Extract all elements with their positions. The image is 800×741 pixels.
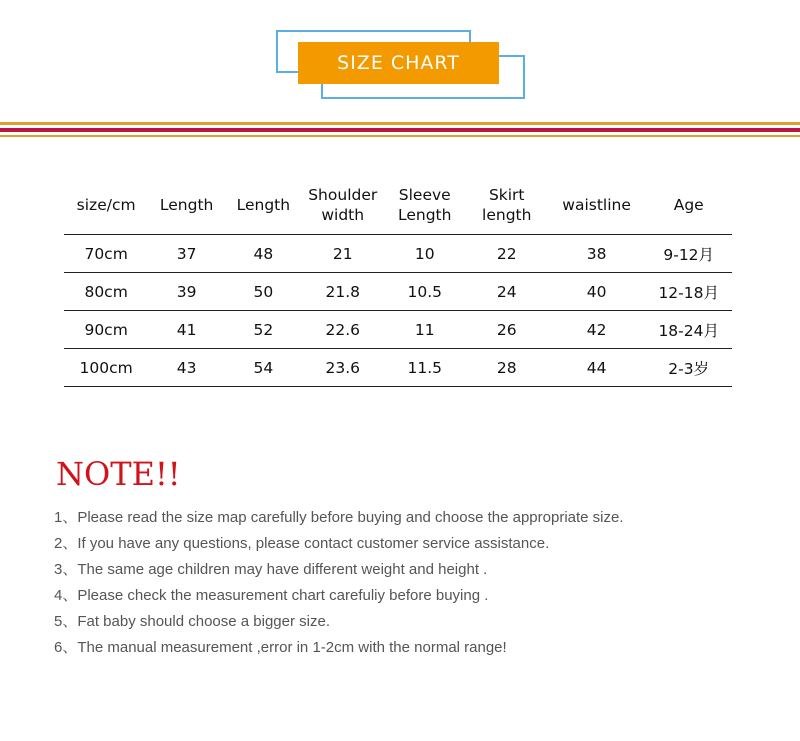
table-cell: 43 bbox=[148, 349, 225, 387]
note-item: 3、The same age children may have different weight and height . bbox=[54, 561, 488, 578]
table-cell: 21 bbox=[302, 235, 384, 273]
table-cell: 11 bbox=[384, 311, 466, 349]
size-table bbox=[64, 176, 732, 387]
note-item: 5、Fat baby should choose a bigger size. bbox=[54, 613, 330, 630]
column-header: Length bbox=[236, 196, 291, 214]
table-row bbox=[64, 349, 732, 387]
table-cell: 80cm bbox=[64, 273, 148, 311]
column-header: Sleeve Length bbox=[398, 186, 452, 224]
table-cell: 39 bbox=[148, 273, 225, 311]
column-header: Skirt length bbox=[482, 186, 532, 224]
table-row bbox=[64, 311, 732, 349]
column-header: Age bbox=[673, 196, 704, 214]
table-cell: 41 bbox=[148, 311, 225, 349]
table-cell: 52 bbox=[225, 311, 302, 349]
table-cell: 12-18月 bbox=[645, 273, 732, 311]
table-cell: 40 bbox=[548, 273, 646, 311]
banner-title: SIZE CHART bbox=[337, 52, 460, 74]
table-cell: 44 bbox=[548, 349, 646, 387]
table-cell: 70cm bbox=[64, 235, 148, 273]
table-cell: 2-3岁 bbox=[645, 349, 732, 387]
note-heading: NOTE!! bbox=[56, 455, 181, 493]
table-cell: 38 bbox=[548, 235, 646, 273]
note-item: 1、Please read the size map carefully before buying and choose the appropriate size. bbox=[54, 509, 624, 526]
note-item: 2、If you have any questions, please contact customer service assistance. bbox=[54, 535, 550, 552]
note-item: 6、The manual measurement ,error in 1-2cm with the normal range! bbox=[54, 639, 507, 656]
table-row bbox=[64, 273, 732, 311]
column-header: Shoulder width bbox=[308, 186, 378, 224]
column-header: waistline bbox=[562, 196, 631, 214]
column-header: Length bbox=[159, 196, 214, 214]
table-cell: 22 bbox=[466, 235, 548, 273]
note-list bbox=[54, 506, 624, 662]
divider-stripe bbox=[0, 135, 800, 137]
table-cell: 48 bbox=[225, 235, 302, 273]
table-cell: 28 bbox=[466, 349, 548, 387]
table-cell: 21.8 bbox=[302, 273, 384, 311]
note-item: 4、Please check the measurement chart carefuliy before buying . bbox=[54, 587, 489, 604]
divider-stripe bbox=[0, 128, 800, 132]
table-cell: 90cm bbox=[64, 311, 148, 349]
table-cell: 10.5 bbox=[384, 273, 466, 311]
table-cell: 42 bbox=[548, 311, 646, 349]
column-header: size/cm bbox=[76, 196, 136, 214]
table-cell: 22.6 bbox=[302, 311, 384, 349]
table-cell: 26 bbox=[466, 311, 548, 349]
table-cell: 100cm bbox=[64, 349, 148, 387]
table-cell: 24 bbox=[466, 273, 548, 311]
table-cell: 23.6 bbox=[302, 349, 384, 387]
size-chart-banner bbox=[298, 42, 499, 84]
table-cell: 10 bbox=[384, 235, 466, 273]
divider-stripe bbox=[0, 122, 800, 125]
table-cell: 9-12月 bbox=[645, 235, 732, 273]
table-cell: 37 bbox=[148, 235, 225, 273]
table-row bbox=[64, 235, 732, 273]
table-cell: 54 bbox=[225, 349, 302, 387]
table-cell: 11.5 bbox=[384, 349, 466, 387]
table-cell: 18-24月 bbox=[645, 311, 732, 349]
table-cell: 50 bbox=[225, 273, 302, 311]
